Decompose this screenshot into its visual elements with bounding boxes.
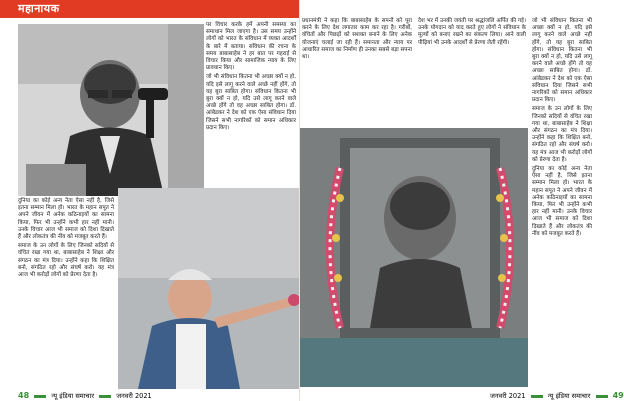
article-paragraph: दुनिया का कोई अन्य नेता ऐसा नहीं है, जिसे इतना सम्मान मिला हो। भारत के महान सपूत ने अपने जीवन में अनेक कठिनाइयों का सामना किया, फिर भी उन्होंने कभी हार नहीं मानी। उनके विचार आज भी समाज को दिशा दिखाते हैं और लोकतंत्र की नींव को मजबूत करते हैं। [532, 166, 592, 237]
article-paragraph: जो भी संविधान कितना भी अच्छा क्यों न हो, यदि इसे लागू करने वाले अच्छे नहीं होंगे, तो यह बुरा साबित होगा। संविधान कितना भी बुरा क्यों न हो, यदि उसे लागू करने वाले अच्छे होंगे तो वह अच्छा साबित होगा। डॉ. आंबेडकर ने देश को एक ऐसा संविधान दिया जिसने सभी नागरिकों को समान अधिकार प्रदान किए। [532, 18, 592, 104]
tribute-photo-left-part [118, 188, 300, 389]
article-paragraph: जो भी संविधान कितना भी अच्छा क्यों न हो, यदि इसे लागू करने वाले अच्छे नहीं होंगे, तो यह बुरा साबित होगा। संविधान कितना भी बुरा क्यों न हो, यदि उसे लागू करने वाले अच्छे होंगे तो वह अच्छा साबित होगा। डॉ. आंबेडकर ने देश को एक ऐसा संविधान दिया जिसने सभी नागरिकों को समान अधिकार प्रदान किए। [206, 74, 296, 131]
article-paragraph: दुनिया का कोई अन्य नेता ऐसा नहीं है, जिसे इतना सम्मान मिला हो। भारत के महान सपूत ने अपने जीवन में अनेक कठिनाइयों का सामना किया, फिर भी उन्होंने कभी हार नहीं मानी। उनके विचार आज भी समाज को दिशा दिखाते हैं और लोकतंत्र की नींव को मजबूत करते हैं। [18, 198, 114, 241]
article-column-bottom-left [18, 198, 114, 386]
article-column-top-right-1 [302, 18, 412, 126]
right-magazine-name: न्यू इंडिया समाचार [547, 392, 591, 400]
article-paragraph: समाज के उन लोगों के लिए जिनको सदियों से वंचित रखा गया था, बाबासाहेब ने शिक्षा और संगठन का मंत्र दिया। उन्होंने कहा कि शिक्षित बनो, संगठित रहो और संघर्ष करो। यह मंत्र आज भी करोड़ों लोगों को प्रेरणा देता है। [532, 106, 592, 163]
section-title: महानायक [18, 2, 60, 15]
portrait-frame-with-garland-illustration [300, 128, 528, 387]
historical-portrait-photo [18, 24, 204, 196]
footer-separator-bar [34, 395, 46, 398]
right-issue-date: जनवरी 2021 [490, 392, 526, 400]
footer-separator-bar [531, 395, 543, 398]
left-magazine-name: न्यू इंडिया समाचार [51, 392, 95, 400]
article-paragraph: देश भर में उनकी जयंती पर श्रद्धांजलि अर्पित की गई। उनके योगदान को याद करते हुए लोगों ने संविधान के मूल्यों को बनाए रखने का संकल्प लिया। आने वाली पीढ़ियां भी उनके आदर्शों से प्रेरणा लेती रहेंगी। [418, 18, 526, 46]
footer-separator-bar [99, 395, 111, 398]
right-page [300, 0, 624, 401]
right-page-footer [300, 390, 624, 401]
article-column-top-left [206, 22, 296, 188]
left-page-number: 48 [18, 391, 30, 400]
right-page-number: 49 [612, 391, 624, 400]
left-page [0, 0, 300, 401]
article-paragraph: प्रधानमंत्री ने कहा कि बाबासाहेब के सपनों को पूरा करने के लिए देश लगातार काम कर रहा है। गरीबों, वंचितों और पिछड़ों को सशक्त बनाने के लिए अनेक योजनाएं चलाई जा रही हैं। समानता और न्याय पर आधारित समाज का निर्माण ही उनका सबसे बड़ा सपना था। [302, 18, 412, 61]
left-page-footer [0, 390, 300, 401]
tribute-photo-right-part [300, 128, 528, 387]
tribute-scene-illustration [118, 188, 300, 389]
article-column-far-right [532, 18, 592, 386]
right-footer-text [490, 391, 624, 401]
left-issue-date: जनवरी 2021 [116, 392, 152, 400]
article-paragraph: समाज के उन लोगों के लिए जिनको सदियों से वंचित रखा गया था, बाबासाहेब ने शिक्षा और संगठन का मंत्र दिया। उन्होंने कहा कि शिक्षित बनो, संगठित रहो और संघर्ष करो। यह मंत्र आज भी करोड़ों लोगों को प्रेरणा देता है। [18, 243, 114, 279]
left-footer-text [18, 391, 152, 401]
footer-separator-bar [596, 395, 608, 398]
portrait-illustration [18, 24, 204, 196]
article-column-top-right-2 [418, 18, 526, 126]
article-paragraph: पर विचार करके हमें अपनी समस्या का समाधान मिल जाएगा है। उस समय उन्होंने लोगों को भारत के संविधान में व्यक्त आदर्शों के बारे में बताया। संविधान की रचना के समय बाबासाहेब ने हर बात पर गहराई से विचार किया और सामाजिक न्याय के लिए प्रावधान किए। [206, 22, 296, 72]
